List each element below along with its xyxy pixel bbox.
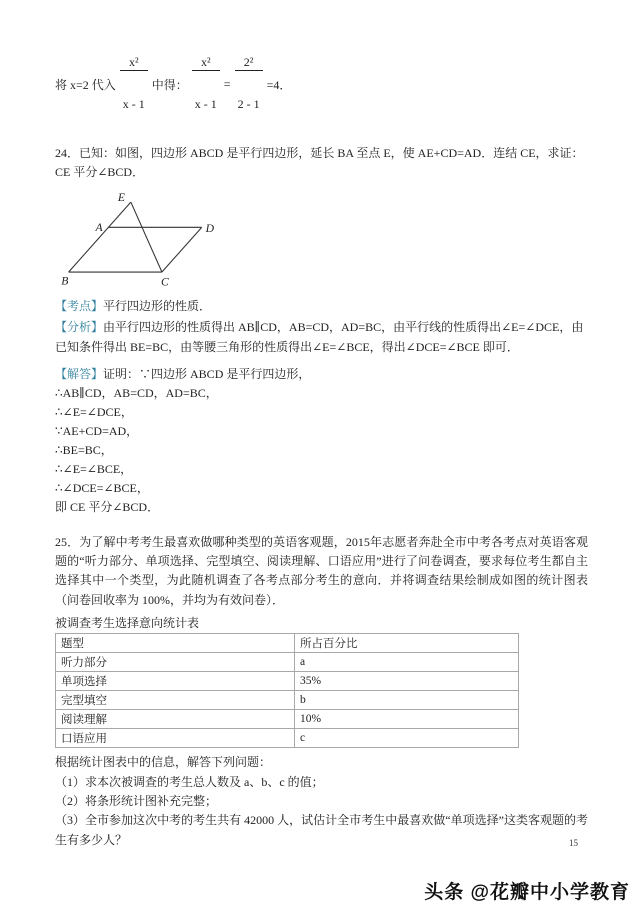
question-item: （3）全市参加这次中考的考生共有 42000 人，试估计全市考生中最喜欢做“单项选择”这类客观题的考生有多少人？ <box>55 813 588 847</box>
vertex-label-d: D <box>205 222 215 236</box>
fenxi-text: 由平行四边形的性质得出 AB∥CD，AB=CD，AD=BC，由平行线的性质得出∠E=∠DCE，由已知条件得出 BE=BC，由等腰三角形的性质得出∠E=∠BCE，得出∠DCE=∠BCE 即可． <box>55 320 584 354</box>
table-cell: 10% <box>295 710 519 729</box>
equals-sign: = <box>223 76 231 91</box>
vertex-label-c: C <box>160 275 169 289</box>
table-cell: a <box>295 653 519 672</box>
jieda-line <box>55 365 588 384</box>
table-row <box>56 729 519 748</box>
table-cell: 35% <box>295 672 519 691</box>
table-cell: 口语应用 <box>56 729 295 748</box>
jieda-intro: 证明：∵四边形 ABCD 是平行四边形， <box>103 366 311 381</box>
fraction <box>192 28 220 139</box>
proof-line: ∴AB∥CD，AB=CD，AD=BC， <box>55 385 218 400</box>
vertex-label-e: E <box>117 191 125 205</box>
fraction-denominator: x - 1 <box>194 97 217 112</box>
table-cell: 听力部分 <box>56 653 295 672</box>
watermark-text: 头条 @花瓣中小学教育 <box>424 882 630 903</box>
table-row <box>56 672 519 691</box>
followup-text: 根据统计图表中的信息，解答下列问题： <box>55 755 272 770</box>
jieda-tag: 【解答】 <box>55 366 104 381</box>
formula-middle: 中得： <box>151 77 188 92</box>
fenxi-tag: 【分析】 <box>55 320 104 335</box>
substitution-formula <box>55 54 588 112</box>
vertex-label-a: A <box>95 221 103 235</box>
kaodian-text: 平行四边形的性质． <box>103 299 212 314</box>
table-cell: 阅读理解 <box>56 710 295 729</box>
table-header-cell: 题型 <box>56 634 295 653</box>
kaodian-tag: 【考点】 <box>55 299 104 314</box>
survey-table <box>55 633 519 748</box>
proof-line: ∴BE=BC， <box>55 442 113 457</box>
proof-line: ∴∠DCE=∠BCE， <box>55 480 149 495</box>
fraction-numerator: 2² <box>235 56 263 71</box>
table-row <box>56 653 519 672</box>
proof-line: ∴∠E=∠BCE， <box>55 461 133 476</box>
fraction <box>235 28 263 139</box>
table-cell: b <box>295 691 519 710</box>
question-item: （2）将条形统计图补充完整； <box>55 793 218 808</box>
parallelogram-figure <box>57 189 588 289</box>
proof-line: ∵AE+CD=AD， <box>55 423 139 438</box>
figure-lines <box>69 202 202 272</box>
proof-line: ∴∠E=∠DCE， <box>55 404 133 419</box>
question-24-statement: 24．已知：如图，四边形 ABCD 是平行四边形，延长 BA 至点 E，使 AE+CD=AD．连结 CE，求证：CE 平分∠BCD． <box>55 146 584 179</box>
table-cell: 单项选择 <box>56 672 295 691</box>
table-header-cell: 所占百分比 <box>295 634 519 653</box>
geometry-diagram <box>57 189 227 289</box>
fraction-numerator: x² <box>192 56 220 71</box>
page-number: 15 <box>569 838 578 848</box>
proof-line: 即 CE 平分∠BCD． <box>55 499 160 514</box>
table-cell: 完型填空 <box>56 691 295 710</box>
fraction-denominator: 2 - 1 <box>237 97 260 112</box>
fenxi-line <box>55 318 588 356</box>
table-header-row <box>56 634 519 653</box>
fraction-numerator: x² <box>120 56 148 71</box>
fraction-denominator: x - 1 <box>122 97 145 112</box>
fraction <box>120 28 148 139</box>
vertex-label-b: B <box>61 274 69 288</box>
question-25-statement: 25．为了解中考考生最喜欢做哪种类型的英语客观题，2015年志愿者奔赴全市中考各考点对英语客观题的“听力部分、单项选择、完型填空、阅读理解、口语应用”进行了问卷调查，要求每位考生都自主选择其中一个类型，为此随机调查了各考点部分考生的意向．并将调查结果绘制成如图的统计图表（问卷回收率为 100%，并均为有效问卷）． <box>55 534 588 607</box>
table-row <box>56 710 519 729</box>
kaodian-line <box>55 297 588 316</box>
table-cell: c <box>295 729 519 748</box>
formula-result: =4． <box>266 77 292 92</box>
formula-prefix: 将 x=2 代入 <box>55 77 116 92</box>
table-caption: 被调查考生选择意向统计表 <box>55 616 200 631</box>
question-item: （1）求本次被调查的考生总人数及 a、b、c 的值； <box>55 774 324 789</box>
table-row <box>56 691 519 710</box>
